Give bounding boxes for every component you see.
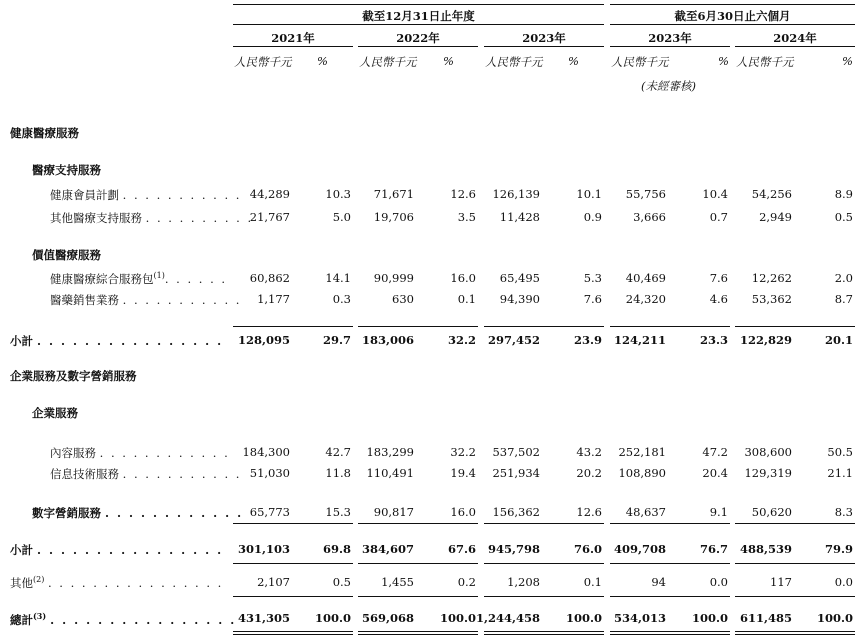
row-label-it: 信息技術服務 . . . . . . . . . . . [50,467,242,481]
cell-package-0: 60,862 [249,271,290,285]
cell-member-plan-3: 12.6 [450,187,476,201]
cell-digital-2: 90,817 [373,505,414,519]
cell-subtotal1-7: 23.3 [699,333,728,347]
subtotal1-rule [358,326,478,327]
cell-package-8: 12,262 [751,271,792,285]
header-rule-top-half [610,4,855,5]
cell-subtotal2-8: 488,539 [739,542,792,556]
cell-others-3: 0.2 [457,575,476,589]
cell-it-9: 21.1 [827,466,853,480]
unit-label-2022: 人民幣千元 [359,55,417,69]
cell-pharma-5: 7.6 [583,292,602,306]
header-rule-mid-half [610,24,855,25]
unit-label-2023: 人民幣千元 [485,55,543,69]
total-double-rule [735,631,855,635]
cell-content-0: 184,300 [242,445,290,459]
row-label-member-plan: 健康會員計劃 . . . . . . . . . . . [50,188,242,202]
cell-others-1: 0.5 [332,575,351,589]
cell-content-7: 47.2 [702,445,728,459]
digital-rule [735,523,855,524]
cell-package-3: 16.0 [450,271,476,285]
cell-pharma-2: 630 [392,292,414,306]
cell-others-8: 117 [770,575,792,589]
unit-label-2024-half: 人民幣千元 [736,55,794,69]
cell-it-6: 108,890 [618,466,666,480]
cell-other-support-7: 0.7 [709,210,728,224]
cell-other-support-1: 5.0 [332,210,351,224]
row-label-subtotal-1: 小計 . . . . . . . . . . . . . . . . [10,334,224,348]
cell-it-3: 19.4 [450,466,476,480]
unit-label-2023-half: 人民幣千元 [611,55,669,69]
cell-member-plan-6: 55,756 [625,187,666,201]
cell-pharma-6: 24,320 [625,292,666,306]
cell-other-support-8: 2,949 [759,210,792,224]
cell-others-7: 0.0 [709,575,728,589]
cell-subtotal2-2: 384,607 [361,542,414,556]
cell-it-0: 51,030 [249,466,290,480]
cell-package-6: 40,469 [625,271,666,285]
year-2021: 2021年 [271,31,315,45]
cell-package-9: 2.0 [834,271,853,285]
subtotal1-rule [735,326,855,327]
cell-total-8: 611,485 [739,611,792,625]
section-health: 健康醫療服務 [10,126,79,140]
cell-package-5: 5.3 [583,271,602,285]
cell-subtotal1-6: 124,211 [613,333,666,347]
cell-it-4: 251,934 [492,466,540,480]
pct-label-2024-half: % [842,54,853,68]
cell-member-plan-9: 8.9 [834,187,853,201]
cell-it-7: 20.4 [702,466,728,480]
cell-member-plan-2: 71,671 [373,187,414,201]
cell-digital-8: 50,620 [751,505,792,519]
cell-subtotal2-4: 945,798 [487,542,540,556]
cell-member-plan-7: 10.4 [702,187,728,201]
cell-other-support-5: 0.9 [583,210,602,224]
digital-rule [610,523,730,524]
subtotal1-rule [233,326,353,327]
cell-other-support-9: 0.5 [834,210,853,224]
cell-total-4: 1,244,458 [475,611,540,625]
cell-it-5: 20.2 [576,466,602,480]
cell-subtotal2-7: 76.7 [699,542,728,556]
cell-others-6: 94 [651,575,666,589]
cell-others-5: 0.1 [583,575,602,589]
others-rule [233,596,353,597]
year-2023: 2023年 [522,31,566,45]
cell-package-2: 90,999 [373,271,414,285]
cell-total-7: 100.0 [691,611,728,625]
cell-it-2: 110,491 [366,466,414,480]
cell-digital-1: 15.3 [325,505,351,519]
cell-member-plan-5: 10.1 [576,187,602,201]
digital-rule [358,523,478,524]
cell-digital-7: 9.1 [709,505,728,519]
others-rule [735,596,855,597]
cell-digital-9: 8.3 [834,505,853,519]
cell-total-2: 569,068 [361,611,414,625]
pct-label-2021: % [317,54,328,68]
others-rule [610,596,730,597]
section-value-medical: 價值醫療服務 [32,248,101,262]
cell-pharma-0: 1,177 [257,292,290,306]
cell-subtotal1-9: 20.1 [824,333,853,347]
pct-label-2023-half: % [718,54,729,68]
year-rule [484,46,604,47]
cell-total-0: 431,305 [237,611,290,625]
cell-content-8: 308,600 [744,445,792,459]
row-label-content: 內容服務 . . . . . . . . . . . . [50,446,230,460]
pct-label-2023: % [568,54,579,68]
cell-it-1: 11.8 [325,466,351,480]
header-rule-top-year [233,4,604,5]
cell-total-5: 100.0 [565,611,602,625]
cell-subtotal1-5: 23.9 [573,333,602,347]
cell-total-3: 100.0 [439,611,476,625]
year-2023-half: 2023年 [648,31,692,45]
year-2022: 2022年 [396,31,440,45]
unit-label-2021: 人民幣千元 [234,55,292,69]
subtotal2-rule [233,563,353,564]
cell-content-9: 50.5 [827,445,853,459]
group-header-half: 截至6月30日止六個月 [674,9,791,23]
cell-subtotal1-8: 122,829 [739,333,792,347]
cell-package-7: 7.6 [709,271,728,285]
group-header-year: 截至12月31日止年度 [362,9,475,23]
cell-subtotal1-3: 32.2 [447,333,476,347]
cell-total-6: 534,013 [613,611,666,625]
cell-member-plan-8: 54,256 [751,187,792,201]
cell-digital-6: 48,637 [625,505,666,519]
section-medical-support: 醫療支持服務 [32,163,101,177]
row-label-other-support: 其他醫療支持服務 . . . . . . . . . . [50,211,254,225]
cell-pharma-3: 0.1 [457,292,476,306]
cell-digital-4: 156,362 [492,505,540,519]
cell-subtotal2-9: 79.9 [824,542,853,556]
cell-digital-0: 65,773 [249,505,290,519]
section-enterprise-digital: 企業服務及數字營銷服務 [10,369,137,383]
row-label-digital: 數字營銷服務 . . . . . . . . . . . . [32,506,244,520]
cell-package-1: 14.1 [325,271,351,285]
cell-subtotal1-0: 128,095 [237,333,290,347]
cell-member-plan-1: 10.3 [325,187,351,201]
cell-pharma-8: 53,362 [751,292,792,306]
cell-content-2: 183,299 [366,445,414,459]
cell-subtotal2-1: 69.8 [322,542,351,556]
total-double-rule [233,631,353,635]
subtotal2-rule [484,563,604,564]
cell-package-4: 65,495 [499,271,540,285]
others-rule [484,596,604,597]
header-rule-mid-year [233,24,604,25]
cell-other-support-3: 3.5 [457,210,476,224]
cell-content-4: 537,502 [492,445,540,459]
cell-subtotal2-6: 409,708 [613,542,666,556]
cell-total-9: 100.0 [816,611,853,625]
cell-pharma-4: 94,390 [499,292,540,306]
row-label-others: 其他$^{(2)}$ . . . . . . . . . . . . . . . . [10,575,224,590]
subtotal1-rule [610,326,730,327]
year-rule [358,46,478,47]
cell-others-9: 0.0 [834,575,853,589]
cell-pharma-9: 8.7 [834,292,853,306]
cell-content-3: 32.2 [450,445,476,459]
cell-others-0: 2,107 [257,575,290,589]
cell-subtotal2-3: 67.6 [447,542,476,556]
cell-other-support-2: 19,706 [373,210,414,224]
cell-subtotal2-0: 301,103 [237,542,290,556]
cell-subtotal2-5: 76.0 [573,542,602,556]
cell-subtotal1-1: 29.7 [322,333,351,347]
cell-others-4: 1,208 [507,575,540,589]
cell-pharma-1: 0.3 [332,292,351,306]
cell-other-support-6: 3,666 [633,210,666,224]
pct-label-2022: % [443,54,454,68]
cell-content-5: 43.2 [576,445,602,459]
cell-others-2: 1,455 [381,575,414,589]
cell-member-plan-0: 44,289 [249,187,290,201]
unaudited-note: (未經審核) [641,79,696,93]
cell-content-1: 42.7 [325,445,351,459]
cell-content-6: 252,181 [618,445,666,459]
subtotal2-rule [610,563,730,564]
row-label-total: 總計$^{(3)}$ . . . . . . . . . . . . . . . . [10,611,237,627]
cell-subtotal1-4: 297,452 [487,333,540,347]
cell-pharma-7: 4.6 [709,292,728,306]
year-rule [735,46,855,47]
subtotal1-rule [484,326,604,327]
cell-subtotal1-2: 183,006 [361,333,414,347]
cell-digital-3: 16.0 [450,505,476,519]
total-double-rule [358,631,478,635]
row-label-subtotal-2: 小計 . . . . . . . . . . . . . . . . [10,543,224,557]
section-enterprise: 企業服務 [32,406,78,420]
year-2024-half: 2024年 [773,31,817,45]
cell-other-support-4: 11,428 [499,210,540,224]
cell-it-8: 129,319 [744,466,792,480]
digital-rule [233,523,353,524]
subtotal2-rule [735,563,855,564]
cell-member-plan-4: 126,139 [492,187,540,201]
cell-other-support-0: 21,767 [249,210,290,224]
total-double-rule [610,631,730,635]
year-rule [610,46,730,47]
row-label-package: 健康醫療綜合服務包$^{(1)}$. . . . . . [50,271,228,286]
row-label-pharma: 醫藥銷售業務 . . . . . . . . . . . [50,293,242,307]
year-rule [233,46,353,47]
subtotal2-rule [358,563,478,564]
cell-total-1: 100.0 [314,611,351,625]
others-rule [358,596,478,597]
total-double-rule [484,631,604,635]
cell-digital-5: 12.6 [576,505,602,519]
digital-rule [484,523,604,524]
